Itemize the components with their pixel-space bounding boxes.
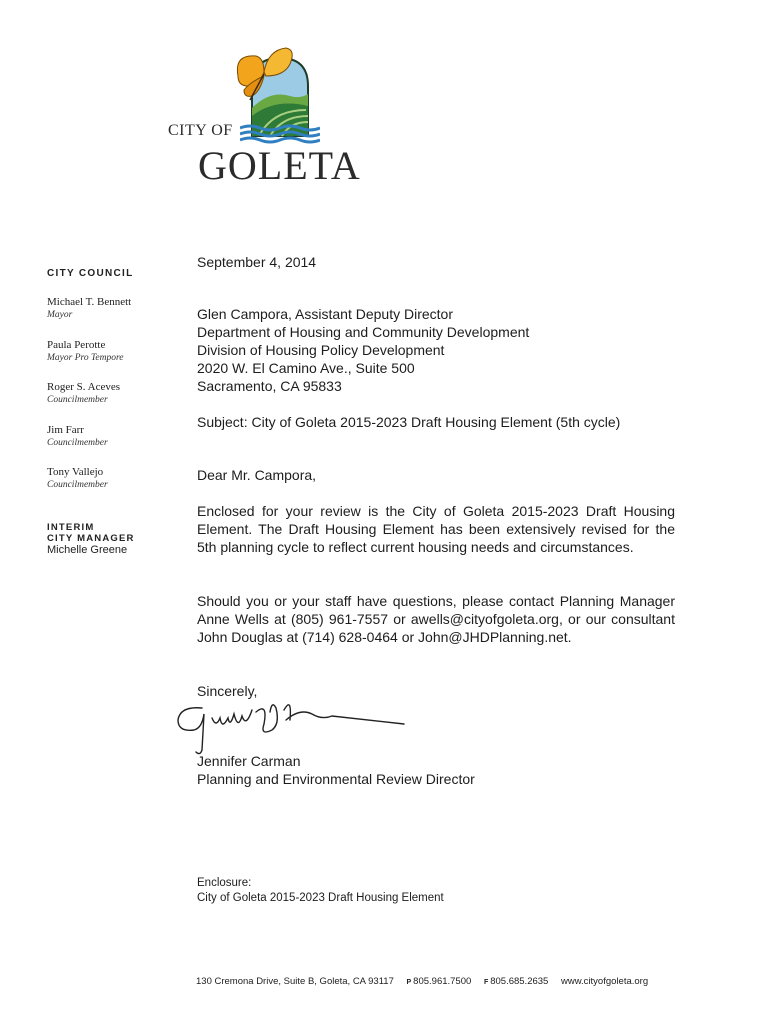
recipient-line: Division of Housing Policy Development [197, 342, 445, 358]
letter-salutation: Dear Mr. Campora, [197, 467, 317, 483]
footer-address: 130 Cremona Drive, Suite B, Goleta, CA 93117 [196, 976, 394, 987]
recipient-line: Glen Campora, Assistant Deputy Director [197, 306, 453, 322]
council-member [47, 296, 131, 321]
recipient-address [197, 305, 675, 395]
enclosure-item: City of Goleta 2015-2023 Draft Housing Element [197, 892, 444, 904]
member-role: Councilmember [47, 395, 108, 405]
footer-website: www.cityofgoleta.org [560, 976, 649, 987]
recipient-line: Department of Housing and Community Development [197, 324, 530, 340]
member-name: Roger S. Aceves [47, 381, 121, 393]
recipient-line: Sacramento, CA 95833 [197, 378, 342, 394]
member-name: Tony Vallejo [47, 466, 104, 478]
member-name: Jim Farr [47, 424, 84, 436]
letter-subject: Subject: City of Goleta 2015-2023 Draft Housing Element (5th cycle) [197, 414, 621, 430]
letter-paragraph-2: Should you or your staff have questions, please contact Planning Manager Anne Wells at (805) 961-7557 or awells@cityofgoleta.org, or our consultant John Douglas at (714) 628-0464 or John@JHDPlanning.net. [197, 593, 675, 645]
letterhead-footer [196, 976, 658, 987]
fax-label: F [483, 979, 489, 986]
member-role: Mayor [47, 310, 73, 320]
letter-closing: Sincerely, [197, 683, 258, 699]
phone-number: 805.961.7500 [413, 976, 472, 987]
enclosure-label: Enclosure: [197, 877, 252, 889]
footer-fax [484, 976, 548, 987]
footer-phone [407, 976, 472, 987]
recipient-line: 2020 W. El Camino Ave., Suite 500 [197, 360, 415, 376]
logo-city-of: CITY OF [168, 122, 233, 139]
fax-number: 805.685.2635 [490, 976, 549, 987]
member-name: Michael T. Bennett [47, 296, 132, 308]
phone-label: P [406, 979, 412, 986]
member-role: Councilmember [47, 480, 108, 490]
logo-goleta: GOLETA [198, 143, 361, 188]
council-member [47, 339, 124, 364]
letter-paragraph-1: Enclosed for your review is the City of Goleta 2015-2023 Draft Housing Element. The Draft Housing Element has been extensively revised for the 5th planning cycle to reflect current housing needs and circumstances. [197, 503, 675, 555]
member-name: Paula Perotte [47, 339, 106, 351]
council-member [47, 424, 108, 449]
member-role: Councilmember [47, 438, 108, 448]
council-sidebar [47, 268, 167, 556]
letter-date: September 4, 2014 [197, 254, 317, 270]
member-role: Mayor Pro Tempore [47, 353, 124, 363]
signer-title: Planning and Environmental Review Director [197, 771, 475, 787]
city-logo [168, 46, 361, 196]
manager-title-interim: INTERIM [47, 522, 95, 533]
council-member [47, 381, 120, 406]
signature-icon [172, 690, 412, 760]
city-manager-block [47, 522, 135, 556]
city-council-heading: CITY COUNCIL [47, 268, 134, 279]
water-waves-icon [240, 124, 320, 144]
signer-name: Jennifer Carman [197, 753, 301, 769]
manager-name: Michelle Greene [47, 544, 128, 556]
council-member [47, 466, 108, 491]
manager-title: CITY MANAGER [47, 533, 135, 544]
